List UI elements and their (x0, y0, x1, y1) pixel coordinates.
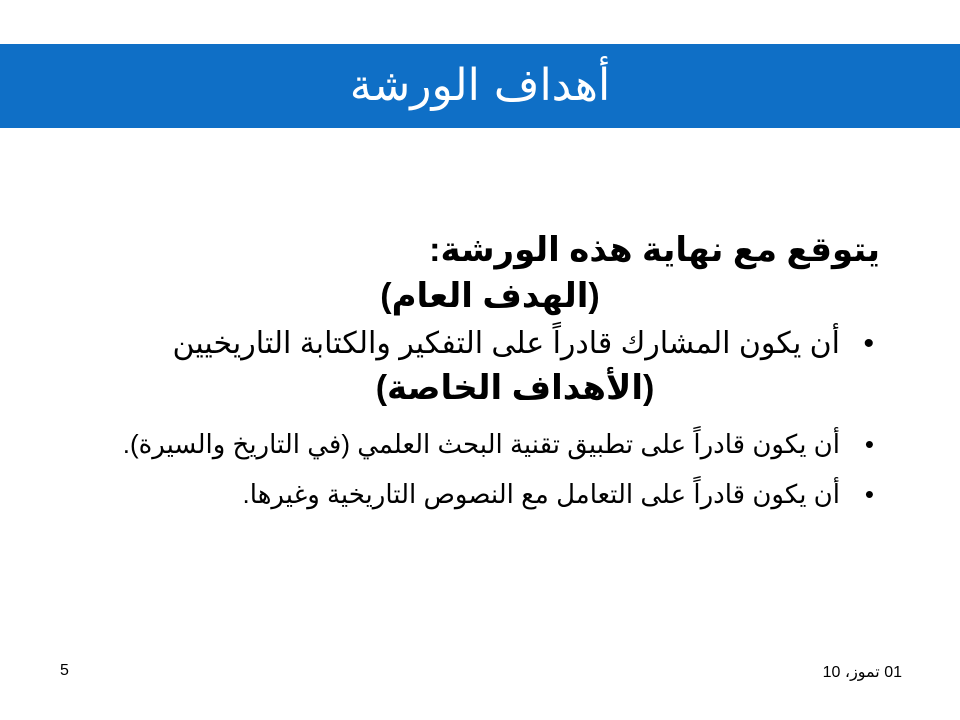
page-number: 5 (60, 662, 69, 679)
bullet-icon: • (864, 429, 874, 460)
list-item-text: أن يكون قادراً على تطبيق تقنية البحث العلمي (في التاريخ والسيرة). (122, 429, 840, 460)
list-item (40, 478, 880, 512)
bullet-icon: • (863, 326, 874, 360)
general-objective-heading: (الهدف العام) (380, 276, 600, 315)
specific-objectives-heading: (الأهداف الخاصة) (375, 369, 655, 408)
slide-content (40, 228, 880, 528)
specific-objectives-list (40, 428, 880, 512)
list-item-text: أن يكون قادراً على التعامل مع النصوص التاريخية وغيرها. (242, 478, 840, 509)
general-objectives-list (40, 324, 880, 365)
slide-title: أهداف الورشة (349, 60, 611, 111)
title-bar (0, 44, 960, 128)
bullet-icon: • (864, 478, 874, 509)
list-item (40, 428, 880, 462)
intro-text: يتوقع مع نهاية هذه الورشة: (429, 231, 880, 269)
footer-date: 01 تموز، 10 (822, 664, 902, 681)
list-item-text: أن يكون المشارك قادراً على التفكير والكتابة التاريخيين (172, 326, 840, 360)
list-item (40, 324, 880, 365)
